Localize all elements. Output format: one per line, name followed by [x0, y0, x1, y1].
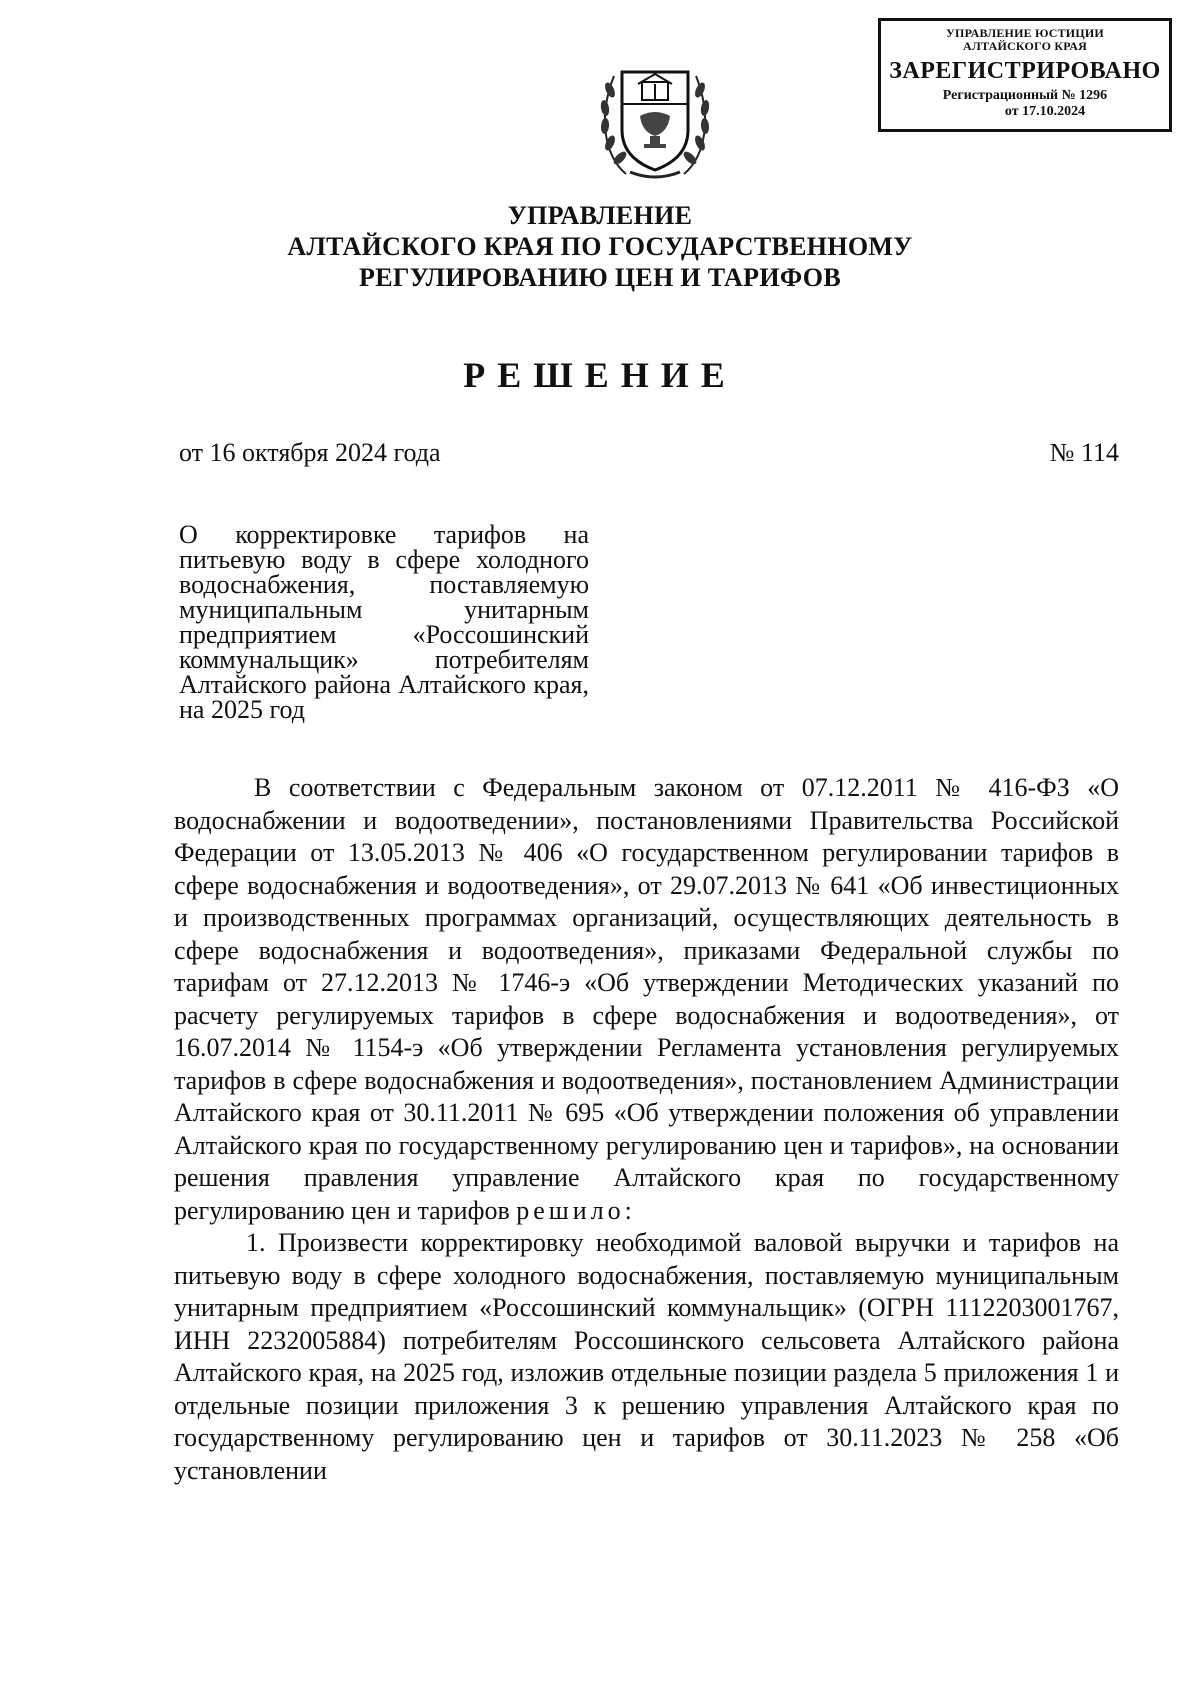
- document-number: № 114: [1049, 438, 1119, 467]
- stamp-reg-number: Регистрационный № 1296: [942, 88, 1108, 103]
- stamp-org-line-1: УПРАВЛЕНИЕ ЮСТИЦИИ: [946, 26, 1104, 40]
- document-body: [174, 772, 1119, 1487]
- preamble-paragraph: [174, 772, 1119, 1227]
- coat-of-arms-icon: [596, 46, 714, 182]
- stamp-registration: [881, 88, 1169, 120]
- authority-line-2: АЛТАЙСКОГО КРАЯ ПО ГОСУДАРСТВЕННОМУ: [287, 232, 913, 261]
- authority-line-3: РЕГУЛИРОВАНИЮ ЦЕН И ТАРИФОВ: [359, 263, 841, 292]
- stamp-org-line-2: АЛТАЙСКОГО КРАЯ: [963, 39, 1087, 53]
- stamp-reg-date: от 17.10.2024: [1004, 104, 1086, 119]
- preamble-text: В соответствии с Федеральным законом от 07.12.2011 № 416-ФЗ «О водоснабжении и водоотведении», постановлениями Правительства Российской Федерации от 13.05.2013 № 406 «О государственном регулировании тарифов в сфере водоснабжения и водоотведения», от 29.07.2013 № 641 «Об инвестиционных и производственных программах организаций, осуществляющих деятельность в сфере водоснабжения и водоотведения», приказами Федеральной службы по тарифам от 27.12.2013 № 1746-э «Об утверждении Методических указаний по расчету регулируемых тарифов в сфере водоснабжения и водоотведения», от 16.07.2014 № 1154-э «Об утверждении Регламента установления регулируемых тарифов в сфере водоснабжения и водоотведения», постановлением Администрации Алтайского края от 30.11.2011 № 695 «Об утверждении положения об управлении Алтайского края по государственному регулированию цен и тарифов», на основании решения правления управление Алтайского края по государственному регулированию цен и тарифов: [174, 773, 1119, 1225]
- decided-colon: :: [624, 1195, 632, 1225]
- decided-word: решило: [516, 1195, 625, 1225]
- authority-line-1: УПРАВЛЕНИЕ: [507, 201, 693, 230]
- item-1-paragraph: 1. Произвести корректировку необходимой валовой выручки и тарифов на питьевую воду в сфере холодного водоснабжения, поставляемую муниципальным унитарным предприятием «Россошинский коммунальщик» (ОГРН 1112203001767, ИНН 2232005884) потребителям Россошинского сельсовета Алтайского района Алтайского края, на 2025 год, изложив отдельные позиции раздела 5 приложения 1 и отдельные позиции приложения 3 к решению управления Алтайского края по государственному регулированию цен и тарифов от 30.11.2023 № 258 «Об установлении: [174, 1228, 1119, 1485]
- registration-stamp: [878, 18, 1172, 132]
- document-date: от 16 октября 2024 года: [179, 438, 441, 467]
- document-subject: О корректировке тарифов на питьевую воду в сфере холодного водоснабжения, поставляемую муниципальным унитарным предприятием «Россошинский коммунальщик» потребителям Алтайского района Алтайского края, на 2025 год: [179, 520, 589, 724]
- issuing-authority: [0, 200, 1200, 293]
- stamp-organization: [881, 27, 1169, 53]
- document-title: РЕШЕНИЕ: [463, 355, 737, 395]
- stamp-status: ЗАРЕГИСТРИРОВАНО: [889, 58, 1161, 84]
